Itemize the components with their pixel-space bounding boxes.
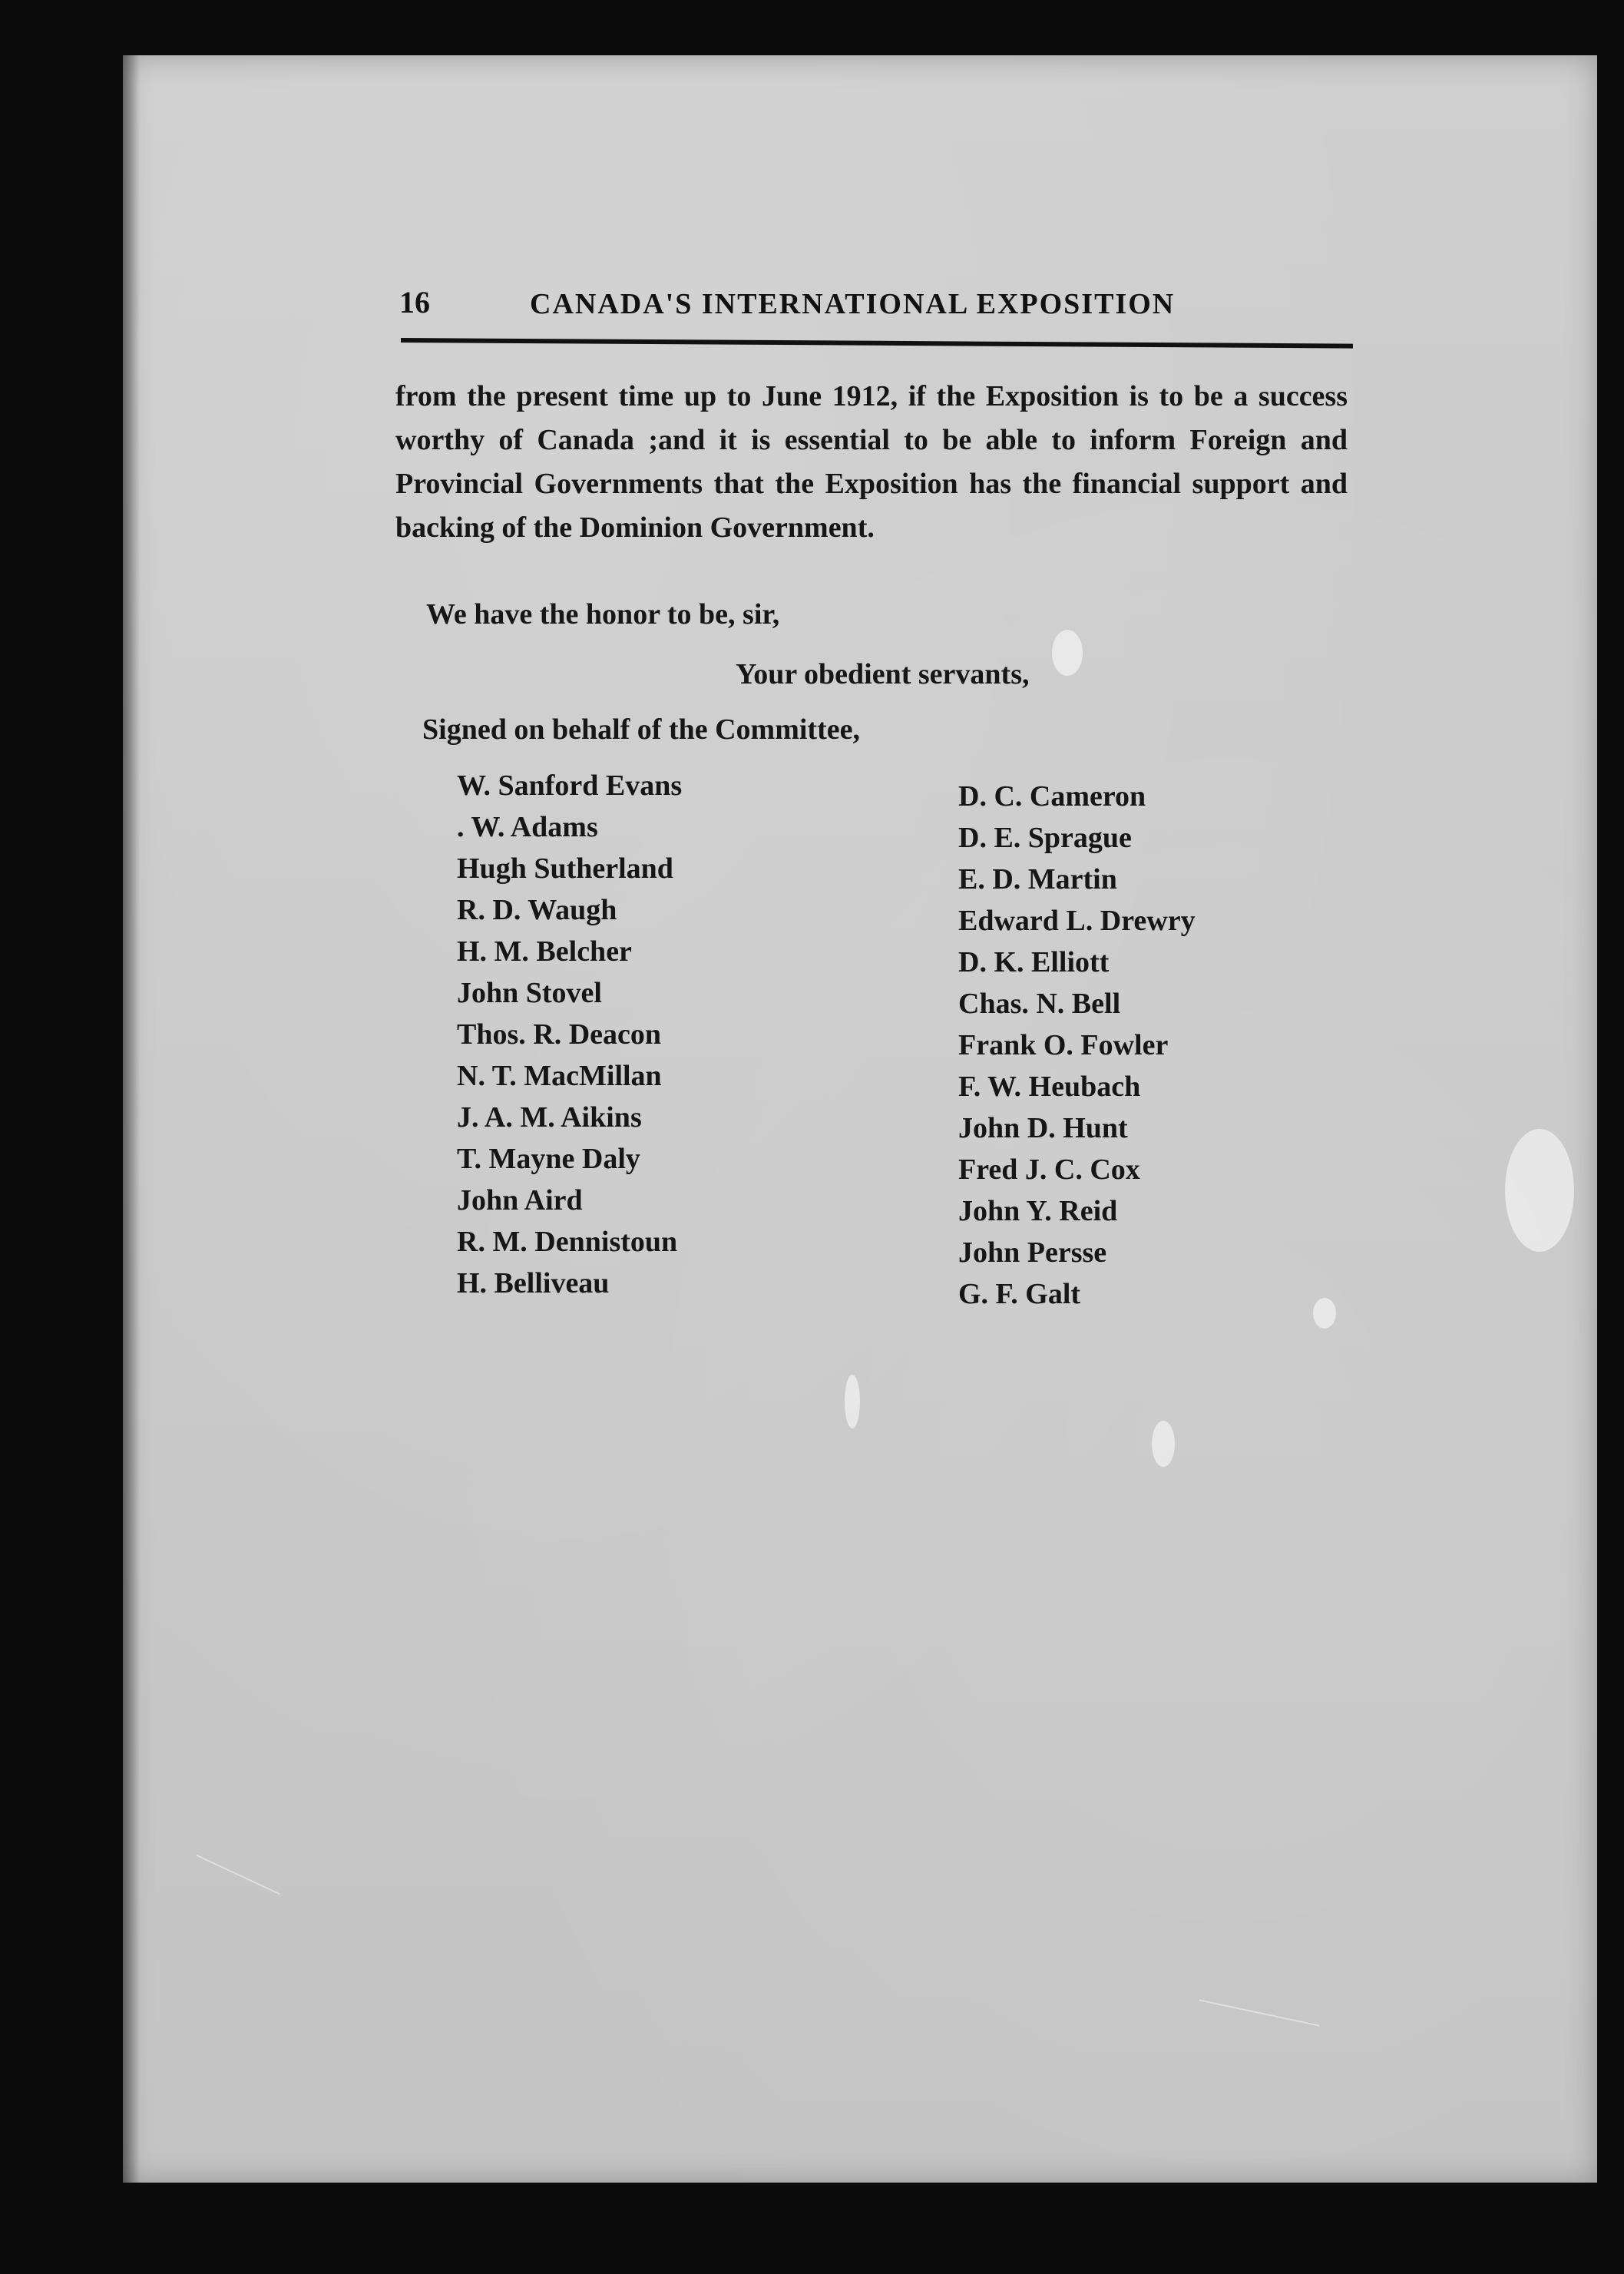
signatory-name: H. M. Belcher [457,935,632,968]
body-paragraph: from the present time up to June 1912, if the Exposition is to be a success worthy of Canada ;and it is essential to be able to inform Foreign and Provincial Governments that the Exposition has the financial support and backing of the Dominion Government. [395,380,1348,544]
signatory-name: John Stovel [457,977,602,1009]
signatory-name: John Aird [457,1184,583,1216]
closing-line: We have the honor to be, sir, [426,598,780,631]
signatory-name: R. D. Waugh [457,894,617,926]
signatories-right-column [958,776,1196,1315]
signatory-name: John D. Hunt [958,1112,1128,1144]
signatory-name: J. A. M. Aikins [457,1101,642,1134]
signatory-name: D. K. Elliott [958,946,1110,978]
signatory-name: Chas. N. Bell [958,988,1121,1020]
page-edge-shadow [123,55,140,2183]
signatory-name: R. M. Dennistoun [457,1226,678,1258]
running-title: CANADA'S INTERNATIONAL EXPOSITION [530,288,1176,320]
signed-on-behalf-line: Signed on behalf of the Committee, [422,713,860,746]
scan-speck [1505,1129,1574,1252]
signatory-name: H. Belliveau [457,1267,610,1299]
signatories-left-column [457,765,682,1304]
signatory-name: Hugh Sutherland [457,852,673,885]
signatory-name: F. W. Heubach [958,1071,1141,1103]
scan-speck [845,1375,860,1428]
signatory-name: D. E. Sprague [958,822,1132,854]
signatory-name: . W. Adams [457,811,598,843]
scan-speck [1313,1298,1336,1329]
signatory-name: John Y. Reid [958,1195,1118,1227]
page-number: 16 [399,285,430,319]
signatory-name: W. Sanford Evans [457,770,683,802]
scan-speck [1052,630,1083,676]
signatory-name: N. T. MacMillan [457,1060,662,1092]
signatory-name: Edward L. Drewry [958,905,1196,937]
signatory-name: Thos. R. Deacon [457,1018,662,1051]
signatory-name: T. Mayne Daly [457,1143,640,1175]
signatory-name: John Persse [958,1236,1107,1269]
signatory-name: D. C. Cameron [958,780,1146,813]
signatory-name: Frank O. Fowler [958,1029,1169,1061]
signatory-name: Fred J. C. Cox [958,1154,1140,1186]
scan-speck [1152,1421,1175,1467]
signatory-name: E. D. Martin [958,863,1117,895]
page-header [399,284,1351,338]
signatory-name: G. F. Galt [958,1278,1081,1310]
salutation-line: Your obedient servants, [736,658,1030,690]
